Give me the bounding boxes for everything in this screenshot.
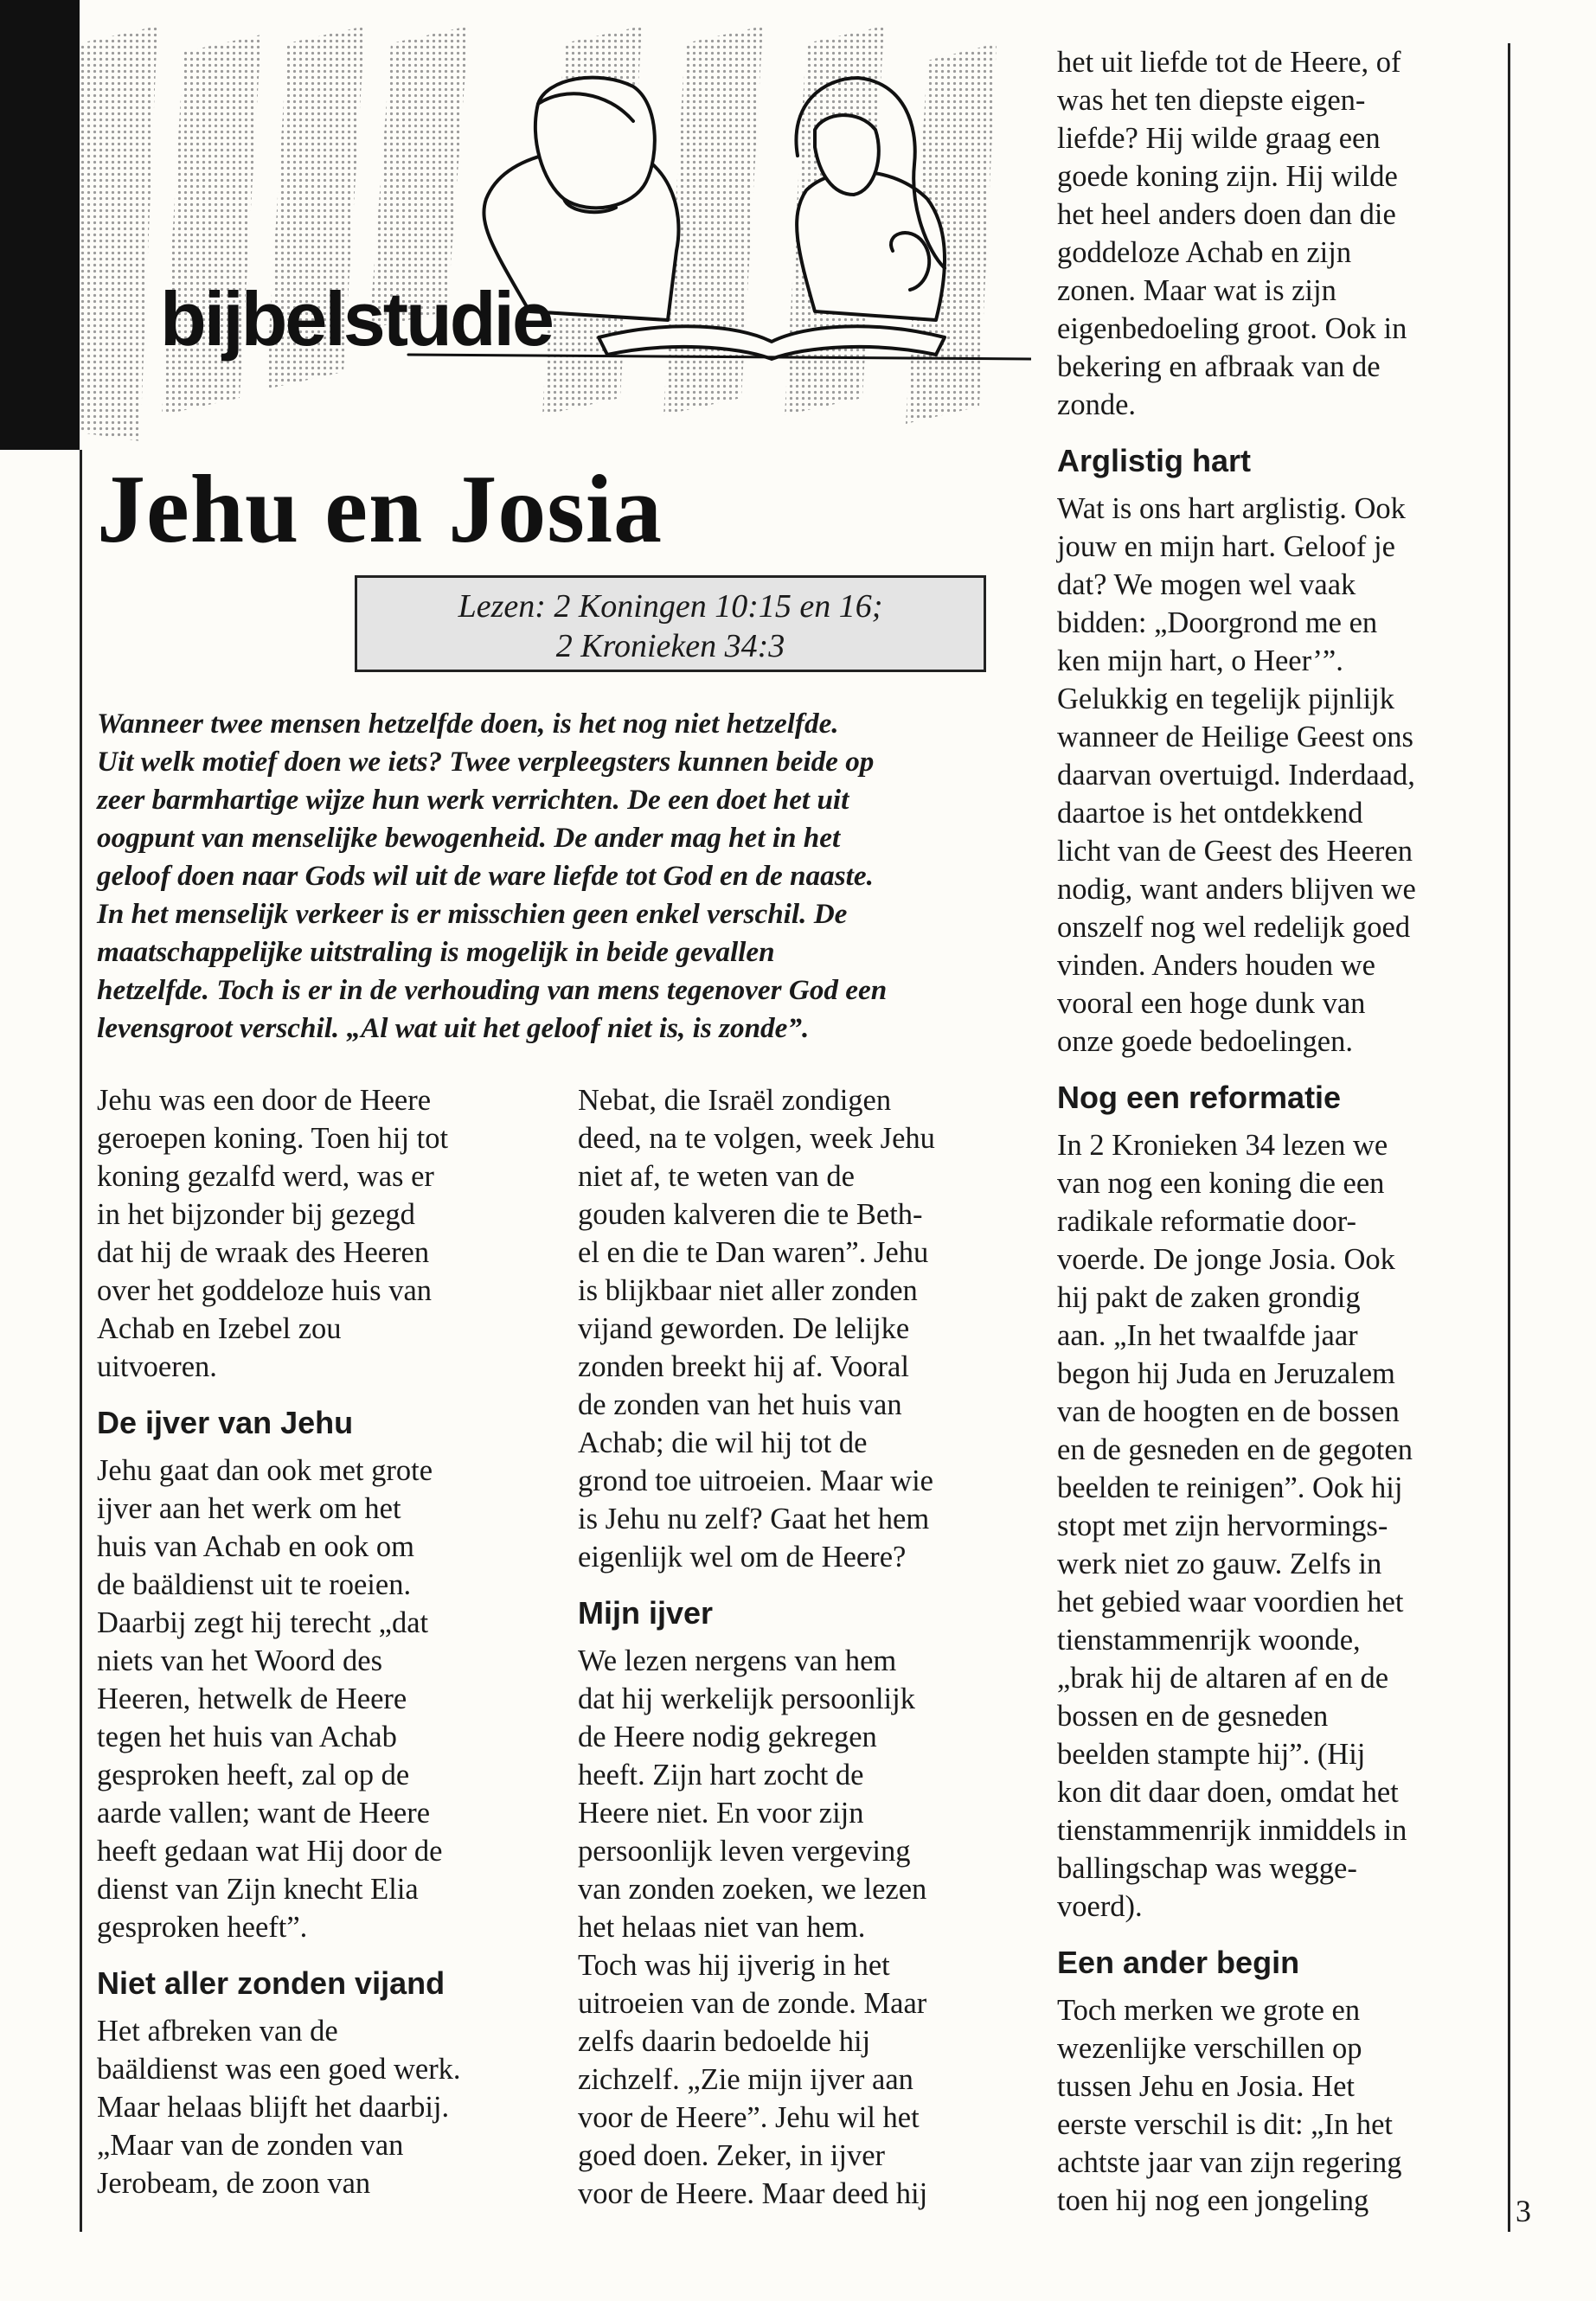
text-line: voor de Heere”. Jehu wil het bbox=[578, 2101, 920, 2134]
text-line: Het afbreken van de bbox=[97, 2015, 338, 2048]
text-line: eigenbedoeling groot. Ook in bbox=[1057, 312, 1407, 345]
paragraph bbox=[1057, 1991, 1507, 2220]
text-line: begon hij Juda en Jeruzalem bbox=[1057, 1357, 1395, 1390]
text-line: Achab en Izebel zou bbox=[97, 1312, 342, 1345]
text-line: het uit liefde tot de Heere, of bbox=[1057, 46, 1401, 79]
text-line: beelden stampte hij”. (Hij bbox=[1057, 1738, 1366, 1771]
left-margin-rule bbox=[80, 450, 82, 2232]
page-number: 3 bbox=[1516, 2194, 1531, 2228]
text-line: niets van het Woord des bbox=[97, 1644, 383, 1677]
text-column-1 bbox=[97, 1081, 547, 2202]
text-line: daarvan overtuigd. Inderdaad, bbox=[1057, 759, 1415, 792]
intro-line: Wanneer twee mensen hetzelfde doen, is het nog niet hetzelfde. bbox=[97, 708, 839, 740]
text-line: gesproken heeft, zal op de bbox=[97, 1759, 410, 1791]
text-line: Jehu gaat dan ook met grote bbox=[97, 1454, 433, 1487]
text-line: zonden breekt hij af. Vooral bbox=[578, 1350, 909, 1383]
text-line: in het bijzonder bij gezegd bbox=[97, 1198, 415, 1231]
text-line: van zonden zoeken, we lezen bbox=[578, 1873, 927, 1906]
reading-line: 2 Kronieken 34:3 bbox=[555, 628, 785, 664]
text-line: zelfs daarin bedoelde hij bbox=[578, 2025, 871, 2058]
text-line: hij pakt de zaken grondig bbox=[1057, 1281, 1361, 1314]
text-line: aarde vallen; want de Heere bbox=[97, 1797, 431, 1830]
text-line: het gebied waar voordien het bbox=[1057, 1586, 1404, 1618]
intro-line: maatschappelijke uitstraling is mogelijk in beide gevallen bbox=[97, 936, 775, 968]
article-title: Jehu en Josia bbox=[97, 456, 663, 563]
text-line: zichzelf. „Zie mijn ijver aan bbox=[578, 2063, 913, 2096]
text-line: goddeloze Achab en zijn bbox=[1057, 236, 1352, 269]
paragraph bbox=[97, 2012, 547, 2202]
text-line: koning gezalfd werd, was er bbox=[97, 1160, 434, 1193]
paragraph bbox=[578, 1081, 1019, 1576]
text-line: goed doen. Zeker, in ijver bbox=[578, 2139, 885, 2172]
text-line: vooral een hoge dunk van bbox=[1057, 987, 1366, 1020]
text-line: is blijkbaar niet aller zonden bbox=[578, 1274, 918, 1307]
text-line: wezenlijke verschillen op bbox=[1057, 2032, 1362, 2065]
text-line: dat hij werkelijk persoonlijk bbox=[578, 1682, 915, 1715]
text-line: niet af, te weten van de bbox=[578, 1160, 855, 1193]
text-line: Jehu was een door de Heere bbox=[97, 1084, 432, 1117]
text-line: Heeren, hetwelk de Heere bbox=[97, 1682, 407, 1715]
text-line: grond toe uitroeien. Maar wie bbox=[578, 1465, 933, 1497]
text-line: van nog een koning die een bbox=[1057, 1167, 1385, 1200]
text-line: liefde? Hij wilde graag een bbox=[1057, 122, 1381, 155]
intro-line: zeer barmhartige wijze hun werk verrichten. De een doet het uit bbox=[97, 784, 849, 816]
text-line: jouw en mijn hart. Geloof je bbox=[1057, 530, 1395, 563]
text-line: onze goede bedoelingen. bbox=[1057, 1025, 1353, 1058]
intro-line: geloof doen naar Gods wil uit de ware liefde tot God en de naaste. bbox=[97, 860, 874, 892]
text-line: tienstammenrijk woonde, bbox=[1057, 1624, 1361, 1657]
right-margin-rule bbox=[1508, 43, 1510, 2232]
text-line: uitroeien van de zonde. Maar bbox=[578, 1987, 927, 2020]
text-line: licht van de Geest des Heeren bbox=[1057, 835, 1413, 868]
text-line: is Jehu nu zelf? Gaat het hem bbox=[578, 1503, 930, 1535]
text-line: Wat is ons hart arglistig. Ook bbox=[1057, 492, 1406, 525]
text-line: gesproken heeft”. bbox=[97, 1911, 308, 1944]
text-line: dat? We mogen wel vaak bbox=[1057, 568, 1356, 601]
text-line: aan. „In het twaalfde jaar bbox=[1057, 1319, 1358, 1352]
text-line: Toch merken we grote en bbox=[1057, 1994, 1361, 2027]
text-line: geroepen koning. Toen hij tot bbox=[97, 1122, 449, 1155]
text-line: We lezen nergens van hem bbox=[578, 1644, 897, 1677]
text-line: huis van Achab en ook om bbox=[97, 1530, 414, 1563]
text-line: bossen en de gesneden bbox=[1057, 1700, 1329, 1733]
text-line: Maar helaas blijft het daarbij. bbox=[97, 2091, 450, 2124]
text-line: ken mijn hart, o Heer’”. bbox=[1057, 644, 1343, 677]
text-line: onszelf nog wel redelijk goed bbox=[1057, 911, 1411, 944]
text-line: daartoe is het ontdekkend bbox=[1057, 797, 1363, 830]
text-line: uitvoeren. bbox=[97, 1350, 217, 1383]
text-line: zonde. bbox=[1057, 388, 1137, 421]
text-line: de zonden van het huis van bbox=[578, 1388, 902, 1421]
text-line: was het ten diepste eigen- bbox=[1057, 84, 1366, 117]
page-margin bbox=[0, 450, 80, 2301]
text-line: van de hoogten en de bossen bbox=[1057, 1395, 1400, 1428]
text-line: de baäldienst uit te roeien. bbox=[97, 1568, 412, 1601]
text-line: het helaas niet van hem. bbox=[578, 1911, 866, 1944]
page-edge-shadow bbox=[0, 0, 80, 450]
subheading: Nog een reformatie bbox=[1057, 1080, 1342, 1115]
text-line: Jerobeam, de zoon van bbox=[97, 2167, 371, 2200]
text-line: en de gesneden en de gegoten bbox=[1057, 1433, 1413, 1466]
intro-line: Uit welk motief doen we iets? Twee verpleegsters kunnen beide op bbox=[97, 746, 875, 778]
section-kicker: bijbelstudie bbox=[160, 276, 552, 362]
text-line: stopt met zijn hervormings- bbox=[1057, 1509, 1388, 1542]
text-line: voor de Heere. Maar deed hij bbox=[578, 2177, 928, 2210]
text-line: toen hij nog een jongeling bbox=[1057, 2184, 1369, 2217]
text-line: tussen Jehu en Josia. Het bbox=[1057, 2070, 1355, 2103]
text-line: goede koning zijn. Hij wilde bbox=[1057, 160, 1398, 193]
text-line: ijver aan het werk om het bbox=[97, 1492, 401, 1525]
text-line: tegen het huis van Achab bbox=[97, 1721, 397, 1753]
text-line: In 2 Kronieken 34 lezen we bbox=[1057, 1129, 1388, 1162]
subheading: Arglistig hart bbox=[1057, 443, 1252, 478]
subheading: Mijn ijver bbox=[578, 1595, 714, 1631]
intro-line: hetzelfde. Toch is er in de verhouding van mens tegenover God een bbox=[97, 974, 888, 1006]
text-line: deed, na te volgen, week Jehu bbox=[578, 1122, 935, 1155]
text-line: eerste verschil is dit: „In het bbox=[1057, 2108, 1393, 2141]
text-line: bidden: „Doorgrond me en bbox=[1057, 606, 1378, 639]
text-line: beelden te reinigen”. Ook hij bbox=[1057, 1471, 1403, 1504]
text-line: baäldienst was een goed werk. bbox=[97, 2053, 461, 2086]
text-line: het heel anders doen dan die bbox=[1057, 198, 1396, 231]
text-line: achtste jaar van zijn regering bbox=[1057, 2146, 1402, 2179]
text-line: gouden kalveren die te Beth- bbox=[578, 1198, 923, 1231]
text-line: werk niet zo gauw. Zelfs in bbox=[1057, 1548, 1382, 1580]
text-line: „brak hij de altaren af en de bbox=[1057, 1662, 1389, 1695]
paragraph bbox=[1057, 43, 1507, 424]
intro-line: In het menselijk verkeer is er misschien geen enkel verschil. De bbox=[97, 898, 848, 930]
reading-line: Lezen: 2 Koningen 10:15 en 16; bbox=[458, 588, 883, 625]
intro-line: levensgroot verschil. „Al wat uit het geloof niet is, is zonde”. bbox=[97, 1012, 810, 1044]
text-line: voerde. De jonge Josia. Ook bbox=[1057, 1243, 1395, 1276]
bible-study-illustration bbox=[80, 26, 1031, 458]
text-line: vijand geworden. De lelijke bbox=[578, 1312, 910, 1345]
text-line: vinden. Anders houden we bbox=[1057, 949, 1375, 982]
text-line: Gelukkig en tegelijk pijnlijk bbox=[1057, 683, 1394, 715]
text-column-3 bbox=[1057, 43, 1507, 2220]
intro-paragraph bbox=[97, 705, 1014, 1048]
subheading: Een ander begin bbox=[1057, 1945, 1300, 1980]
text-line: Daarbij zegt hij terecht „dat bbox=[97, 1606, 429, 1639]
paragraph bbox=[1057, 490, 1507, 1061]
text-line: el en die te Dan waren”. Jehu bbox=[578, 1236, 929, 1269]
text-line: radikale reformatie door- bbox=[1057, 1205, 1357, 1238]
text-line: ballingschap was wegge- bbox=[1057, 1852, 1357, 1885]
paragraph bbox=[97, 1452, 547, 1946]
paragraph bbox=[97, 1081, 547, 1386]
paragraph bbox=[1057, 1126, 1507, 1926]
text-line: „Maar van de zonden van bbox=[97, 2129, 404, 2162]
text-line: bekering en afbraak van de bbox=[1057, 350, 1381, 383]
text-line: persoonlijk leven vergeving bbox=[578, 1835, 911, 1868]
text-line: Achab; die wil hij tot de bbox=[578, 1426, 868, 1459]
text-line: de Heere nodig gekregen bbox=[578, 1721, 877, 1753]
text-line: dienst van Zijn knecht Elia bbox=[97, 1873, 419, 1906]
paragraph bbox=[578, 1642, 1019, 2213]
text-line: zonen. Maar wat is zijn bbox=[1057, 274, 1336, 307]
text-line: Nebat, die Israël zondigen bbox=[578, 1084, 892, 1117]
text-line: over het goddeloze huis van bbox=[97, 1274, 433, 1307]
text-line: Toch was hij ijverig in het bbox=[578, 1949, 890, 1982]
intro-line: oogpunt van menselijke bewogenheid. De ander mag het in het bbox=[97, 822, 841, 854]
text-line: nodig, want anders blijven we bbox=[1057, 873, 1416, 906]
text-line: eigenlijk wel om de Heere? bbox=[578, 1541, 907, 1574]
text-line: tienstammenrijk inmiddels in bbox=[1057, 1814, 1407, 1847]
text-line: heeft. Zijn hart zocht de bbox=[578, 1759, 864, 1791]
subheading: Niet aller zonden vijand bbox=[97, 1965, 445, 2001]
text-line: voerd). bbox=[1057, 1890, 1143, 1923]
text-line: dat hij de wraak des Heeren bbox=[97, 1236, 430, 1269]
text-line: kon dit daar doen, omdat het bbox=[1057, 1776, 1399, 1809]
subheading: De ijver van Jehu bbox=[97, 1405, 354, 1440]
text-line: wanneer de Heilige Geest ons bbox=[1057, 721, 1413, 753]
text-line: heeft gedaan wat Hij door de bbox=[97, 1835, 443, 1868]
reading-reference-box bbox=[355, 575, 986, 672]
text-column-2 bbox=[578, 1081, 1019, 2213]
text-line: Heere niet. En voor zijn bbox=[578, 1797, 864, 1830]
